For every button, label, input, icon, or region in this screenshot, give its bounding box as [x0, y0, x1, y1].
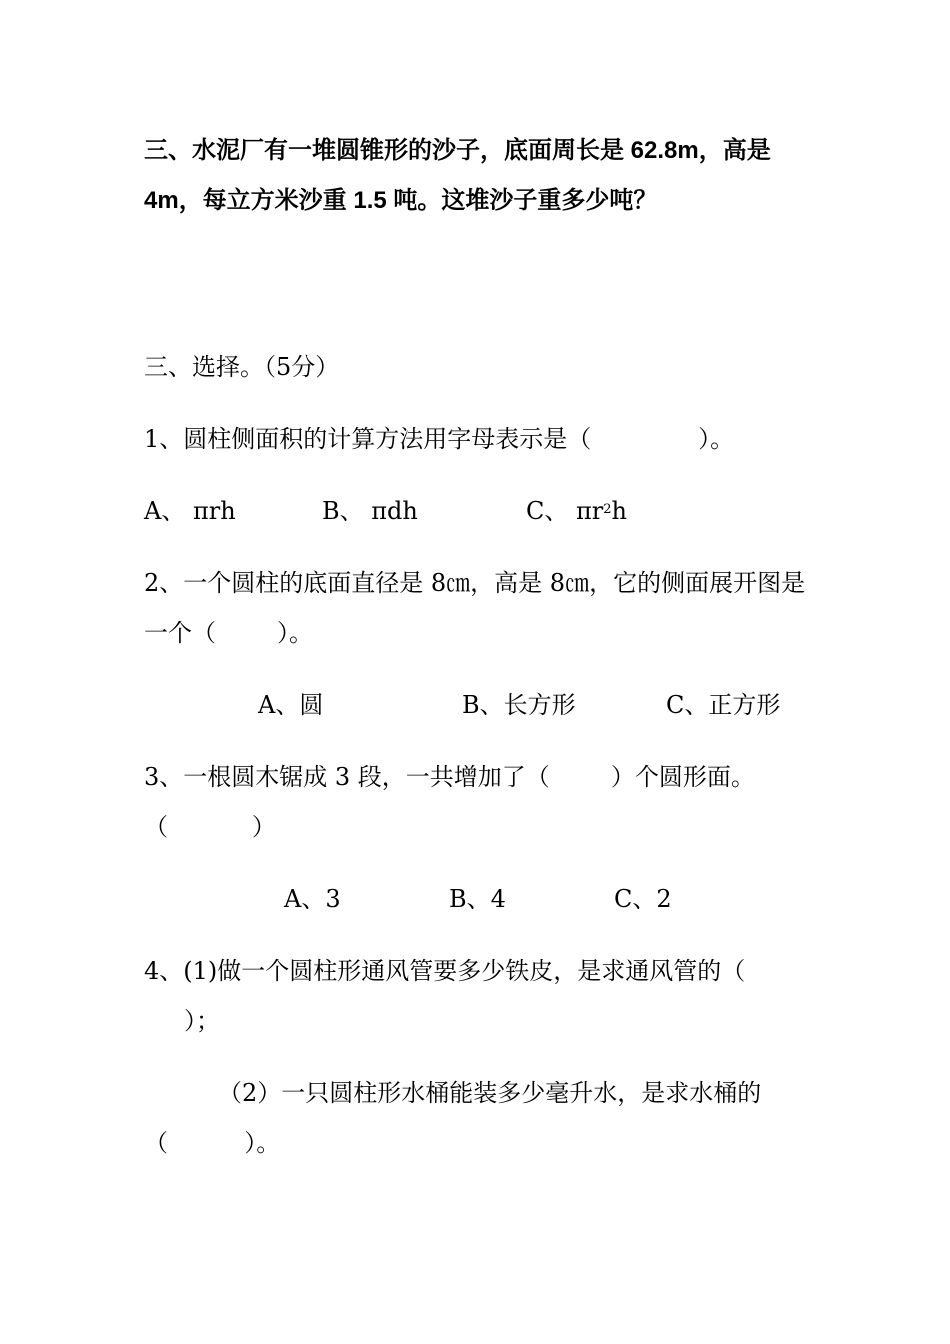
question-2-option-c: C、正方形	[666, 691, 781, 719]
question-1-option-b: B、 πdh	[322, 497, 418, 525]
option-c-superscript: 2	[603, 502, 612, 517]
question-2-line-2: 一个（ ）。	[144, 619, 314, 647]
section-heading: 三、选择。（5分）	[144, 353, 340, 381]
question-4-part-2-line-2: （ ）。	[144, 1129, 281, 1157]
question-2-option-b: B、长方形	[462, 691, 576, 719]
question-4-part-1-line-1: 4、(1)做一个圆柱形通风管要多少铁皮，是求通风管的（	[144, 957, 746, 985]
question-3-line-1: 3、一根圆木锯成 3 段，一共增加了（ ）个圆形面。	[144, 763, 755, 791]
question-3-line-2: （ ）	[144, 813, 276, 841]
question-1-option-a: A、 πrh	[144, 497, 236, 525]
question-1-option-c	[526, 496, 627, 531]
question-3-option-c: C、2	[614, 885, 672, 913]
problem-3-line-1: 三、水泥厂有一堆圆锥形的沙子，底面周长是 62.8m，高是	[144, 137, 771, 164]
problem-3-line-2: 4m，每立方米沙重 1.5 吨。这堆沙子重多少吨？	[144, 187, 658, 214]
question-4-part-1-line-2: ）；	[184, 1007, 220, 1035]
question-2-line-1: 2、一个圆柱的底面直径是 8㎝，高是 8㎝，它的侧面展开图是	[144, 569, 806, 597]
option-c-suffix: h	[611, 497, 627, 525]
question-3-option-a: A、3	[284, 885, 341, 913]
question-1-stem: 1、圆柱侧面积的计算方法用字母表示是（ ）。	[144, 425, 735, 453]
option-c-prefix: C、 πr	[526, 497, 604, 525]
question-3-option-b: B、4	[449, 885, 506, 913]
question-4-part-2-line-1: （2）一只圆柱形水桶能装多少毫升水，是求水桶的	[218, 1079, 762, 1107]
question-2-option-a: A、圆	[258, 691, 324, 719]
